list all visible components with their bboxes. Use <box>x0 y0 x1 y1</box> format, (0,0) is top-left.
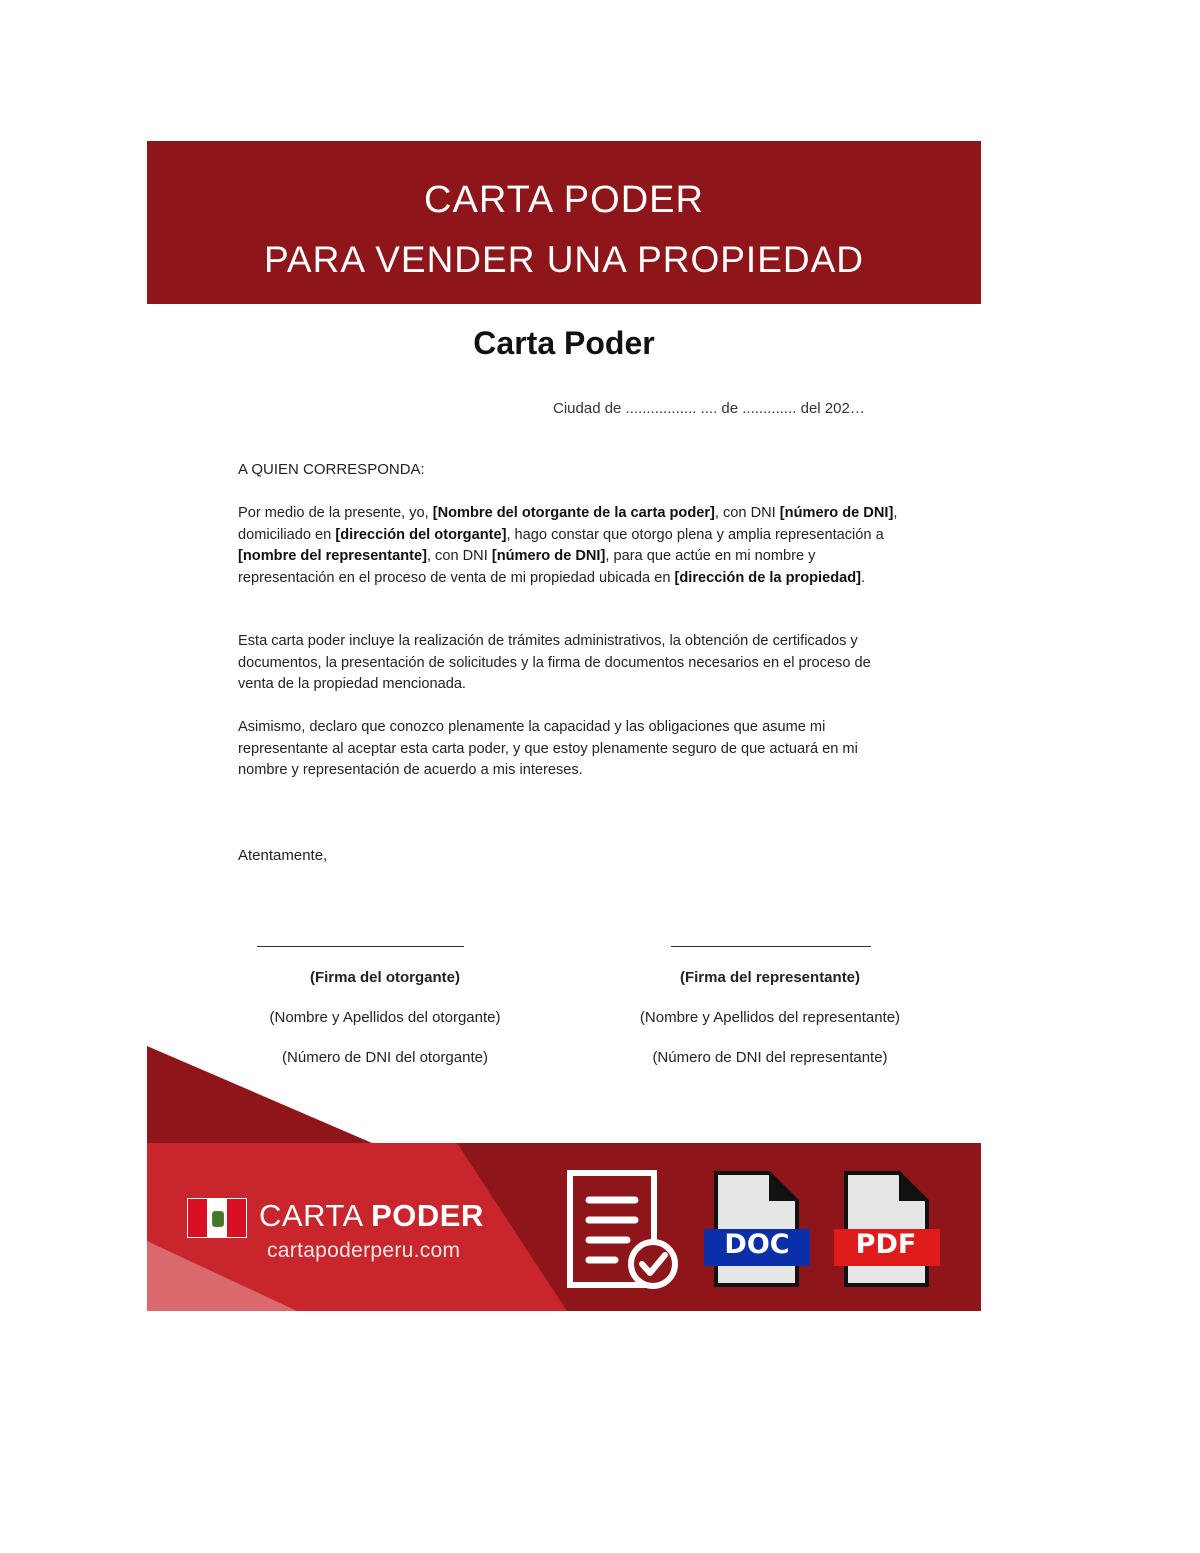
salutation: A QUIEN CORRESPONDA: <box>238 461 425 478</box>
title-banner <box>147 141 981 304</box>
date-line: Ciudad de ................. .... de ............. del 202… <box>553 400 865 417</box>
paragraph-grant <box>238 503 908 589</box>
placeholder-representative-name: [nombre del representante] <box>238 548 427 564</box>
banner-title-line1: CARTA PODER <box>424 179 704 221</box>
representative-signature-line <box>671 946 871 947</box>
grantor-dni-label: (Número de DNI del otorgante) <box>282 1049 488 1066</box>
representative-dni-label: (Número de DNI del representante) <box>652 1049 888 1066</box>
p1-text-5: , con DNI <box>426 548 492 564</box>
grantor-signature-line <box>257 946 464 947</box>
placeholder-grantor-dni: [número de DNI] <box>779 505 894 521</box>
grantor-signature-title: (Firma del otorgante) <box>309 969 460 986</box>
p1-text-1: Por medio de la presente, yo, <box>238 505 433 521</box>
doc-format-label: DOC <box>724 1229 790 1260</box>
closing: Atentamente, <box>238 847 328 864</box>
p1-text-2: , con DNI <box>714 505 780 521</box>
brand-url: cartapoderperu.com <box>267 1239 461 1262</box>
letter-heading: Carta Poder <box>473 325 655 361</box>
p1-text-7: . <box>861 569 866 586</box>
placeholder-representative-dni: [número de DNI] <box>491 548 606 564</box>
banner-title-line2: PARA VENDER UNA PROPIEDAD <box>263 239 865 280</box>
brand-name-bold: PODER <box>371 1198 484 1233</box>
paragraph-declaration: Asimismo, declaro que conozco plenamente la capacidad y las obligaciones que asume mi representante al aceptar esta carta poder, y que estoy plenamente seguro de que actuará en mi nombre y representación de acuerdo a mis intereses. <box>238 719 858 778</box>
representative-signature-title: (Firma del representante) <box>679 969 861 986</box>
placeholder-grantor-name: [Nombre del otorgante de la carta poder] <box>432 505 715 521</box>
document-page <box>147 141 981 1311</box>
placeholder-property-address: [dirección de la propiedad] <box>674 569 862 586</box>
p1-text-4: , hago constar que otorgo plena y amplia representación a <box>506 526 884 543</box>
p1-text-3: , domiciliado en <box>238 505 898 543</box>
peru-flag-icon <box>187 1198 247 1238</box>
brand-name <box>259 1198 484 1234</box>
pdf-format-label: PDF <box>855 1229 917 1260</box>
p1-text-6: , para que actúe en mi nombre y representación en el proceso de venta de mi propiedad ubicada en <box>238 548 816 586</box>
paragraph-scope: Esta carta poder incluye la realización de trámites administrativos, la obtención de certificados y documentos, la presentación de solicitudes y la firma de documentos necesarios en el proceso de venta de la propiedad mencionada. <box>238 633 871 692</box>
representative-name-label: (Nombre y Apellidos del representante) <box>639 1009 901 1026</box>
footer-graphic <box>147 1046 981 1311</box>
brand-name-light: CARTA <box>259 1198 372 1233</box>
grantor-name-label: (Nombre y Apellidos del otorgante) <box>269 1009 501 1026</box>
placeholder-grantor-address: [dirección del otorgante] <box>335 526 507 543</box>
